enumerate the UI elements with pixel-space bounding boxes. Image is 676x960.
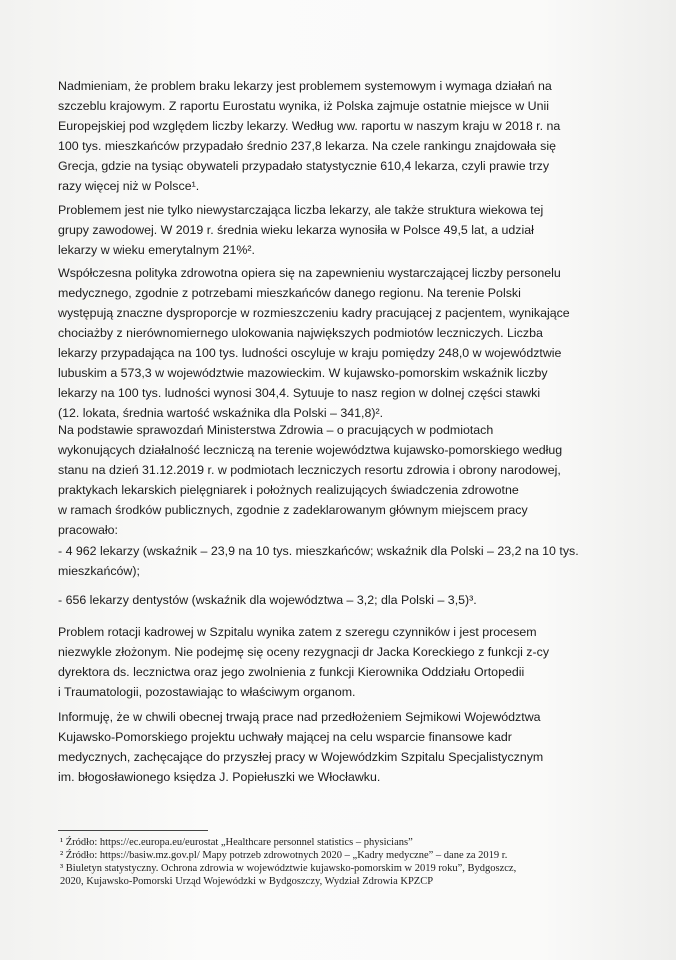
paragraph-eurostat <box>58 76 560 196</box>
text-line: lubuskim a 573,3 w województwie mazowieckim. W kujawsko-pomorskim wskaźnik liczby <box>58 366 548 380</box>
text-line: 100 tys. mieszkańców przypadało średnio 237,8 lekarza. Na czele rankingu znajdowała się <box>58 139 556 153</box>
text-line: (12. lokata, średnia wartość wskaźnika dla Polski – 341,8)². <box>58 406 384 420</box>
text-line: lekarzy w wieku emerytalnym 21%². <box>58 243 255 257</box>
text-line: występują znaczne dysproporcje w rozmieszczeniu kadry pracującej z pacjentem, wynikające <box>58 306 570 320</box>
text-line: pracowało: <box>58 523 118 537</box>
text-line: Informuję, że w chwili obecnej trwają prace nad przedłożeniem Sejmikowi Województwa <box>58 710 541 724</box>
text-line: i Traumatologii, pozostawiając to właściwym organom. <box>58 685 356 699</box>
text-line: Problem rotacji kadrowej w Szpitalu wynika zatem z szeregu czynników i jest procesem <box>58 625 537 639</box>
footnote-1: ¹ Źródło: https://ec.europa.eu/eurostat „Healthcare personnel statistics – physicians” <box>60 837 413 848</box>
text-line: Współczesna polityka zdrowotna opiera się na zapewnieniu wystarczającej liczby personelu <box>58 266 561 280</box>
text-line: Grecja, gdzie na tysiąc obywateli przypadało statystycznie 610,4 lekarza, czyli prawie trzy <box>58 159 550 173</box>
text-line: Problemem jest nie tylko niewystarczająca liczba lekarzy, ale także struktura wiekowa tej <box>58 203 544 217</box>
text-line: praktykach lekarskich pielęgniarek i położnych realizujących świadczenia zdrowotne <box>58 483 519 497</box>
text-line: Europejskiej pod względem liczby lekarzy. Według ww. raportu w naszym kraju w 2018 r. na <box>58 119 561 133</box>
text-line: medycznego, zgodnie z potrzebami mieszkańców danego regionu. Na terenie Polski <box>58 286 521 300</box>
text-line: Na podstawie sprawozdań Ministerstwa Zdrowia – o pracujących w podmiotach <box>58 423 494 437</box>
text-line: Nadmieniam, że problem braku lekarzy jest problemem systemowym i wymaga działań na <box>58 79 552 93</box>
text-line: wykonujących działalność leczniczą na terenie województwa kujawsko-pomorskiego według <box>58 443 563 457</box>
paragraph-ministry-reports <box>58 420 562 540</box>
paragraph-staff-rotation <box>58 622 549 702</box>
list-item-doctors <box>58 541 579 581</box>
text-line: lekarzy przypadająca na 100 tys. ludności oscyluje w kraju pomiędzy 248,0 w województwie <box>58 346 562 360</box>
footnote-3-continued: 2020, Kujawsko-Pomorski Urząd Wojewódzki w Bydgoszczy, Wydział Zdrowia KPZCP <box>60 876 434 887</box>
text-line: szczeblu krajowym. Z raportu Eurostatu wynika, iż Polska zajmuje ostatnie miejsce w Unii <box>58 99 549 113</box>
text-line: chociażby z nierównomiernego ulokowania największych podmiotów leczniczych. Liczba <box>58 326 543 340</box>
text-line: razy więcej niż w Polsce¹. <box>58 179 200 193</box>
text-line: stanu na dzień 31.12.2019 r. w podmiotach leczniczych resortu zdrowia i obrony narodowej, <box>58 463 561 477</box>
text-line: Kujawsko-Pomorskiego projektu uchwały mającej na celu wsparcie finansowe kadr <box>58 730 512 744</box>
text-line: lekarzy na 100 tys. ludności wynosi 304,4. Sytuuje to nasz region w dolnej części stawki <box>58 386 541 400</box>
text-line: grupy zawodowej. W 2019 r. średnia wieku lekarza wynosiła w Polsce 49,5 lat, a udział <box>58 223 534 237</box>
text-line: niezwykle złożonym. Nie podejmę się oceny rezygnacji dr Jacka Koreckiego z funkcji z-cy <box>58 645 550 659</box>
text-line: dyrektora ds. lecznictwa oraz jego zwolnienia z funkcji Kierownika Oddziału Ortopedii <box>58 665 525 679</box>
footnote-2: ² Źródło: https://basiw.mz.gov.pl/ Mapy potrzeb zdrowotnych 2020 – „Kadry medyczne” – dane za 2019 r. <box>60 850 508 861</box>
paragraph-resolution <box>58 707 543 787</box>
list-item-dentists <box>58 590 477 610</box>
text-line: - 4 962 lekarzy (wskaźnik – 23,9 na 10 tys. mieszkańców; wskaźnik dla Polski – 23,2 na 10 tys. <box>58 544 579 558</box>
footnotes <box>60 836 516 888</box>
footnote-3: ³ Biuletyn statystyczny. Ochrona zdrowia w województwie kujawsko-pomorskim w 2019 roku”, Bydgoszcz, <box>60 863 517 874</box>
text-line: medycznych, zachęcające do przyszłej pracy w Wojewódzkim Szpitalu Specjalistycznym <box>58 750 544 764</box>
text-line: mieszkańców); <box>58 564 140 578</box>
text-line: im. błogosławionego księdza J. Popiełuszki we Włocławku. <box>58 770 381 784</box>
footnote-divider <box>58 830 208 831</box>
text-line: - 656 lekarzy dentystów (wskaźnik dla województwa – 3,2; dla Polski – 3,5)³. <box>58 593 477 607</box>
paragraph-health-policy <box>58 263 570 423</box>
text-line: w ramach środków publicznych, zgodnie z zadeklarowanym głównym miejscem pracy <box>58 503 528 517</box>
paragraph-age-structure <box>58 200 543 260</box>
